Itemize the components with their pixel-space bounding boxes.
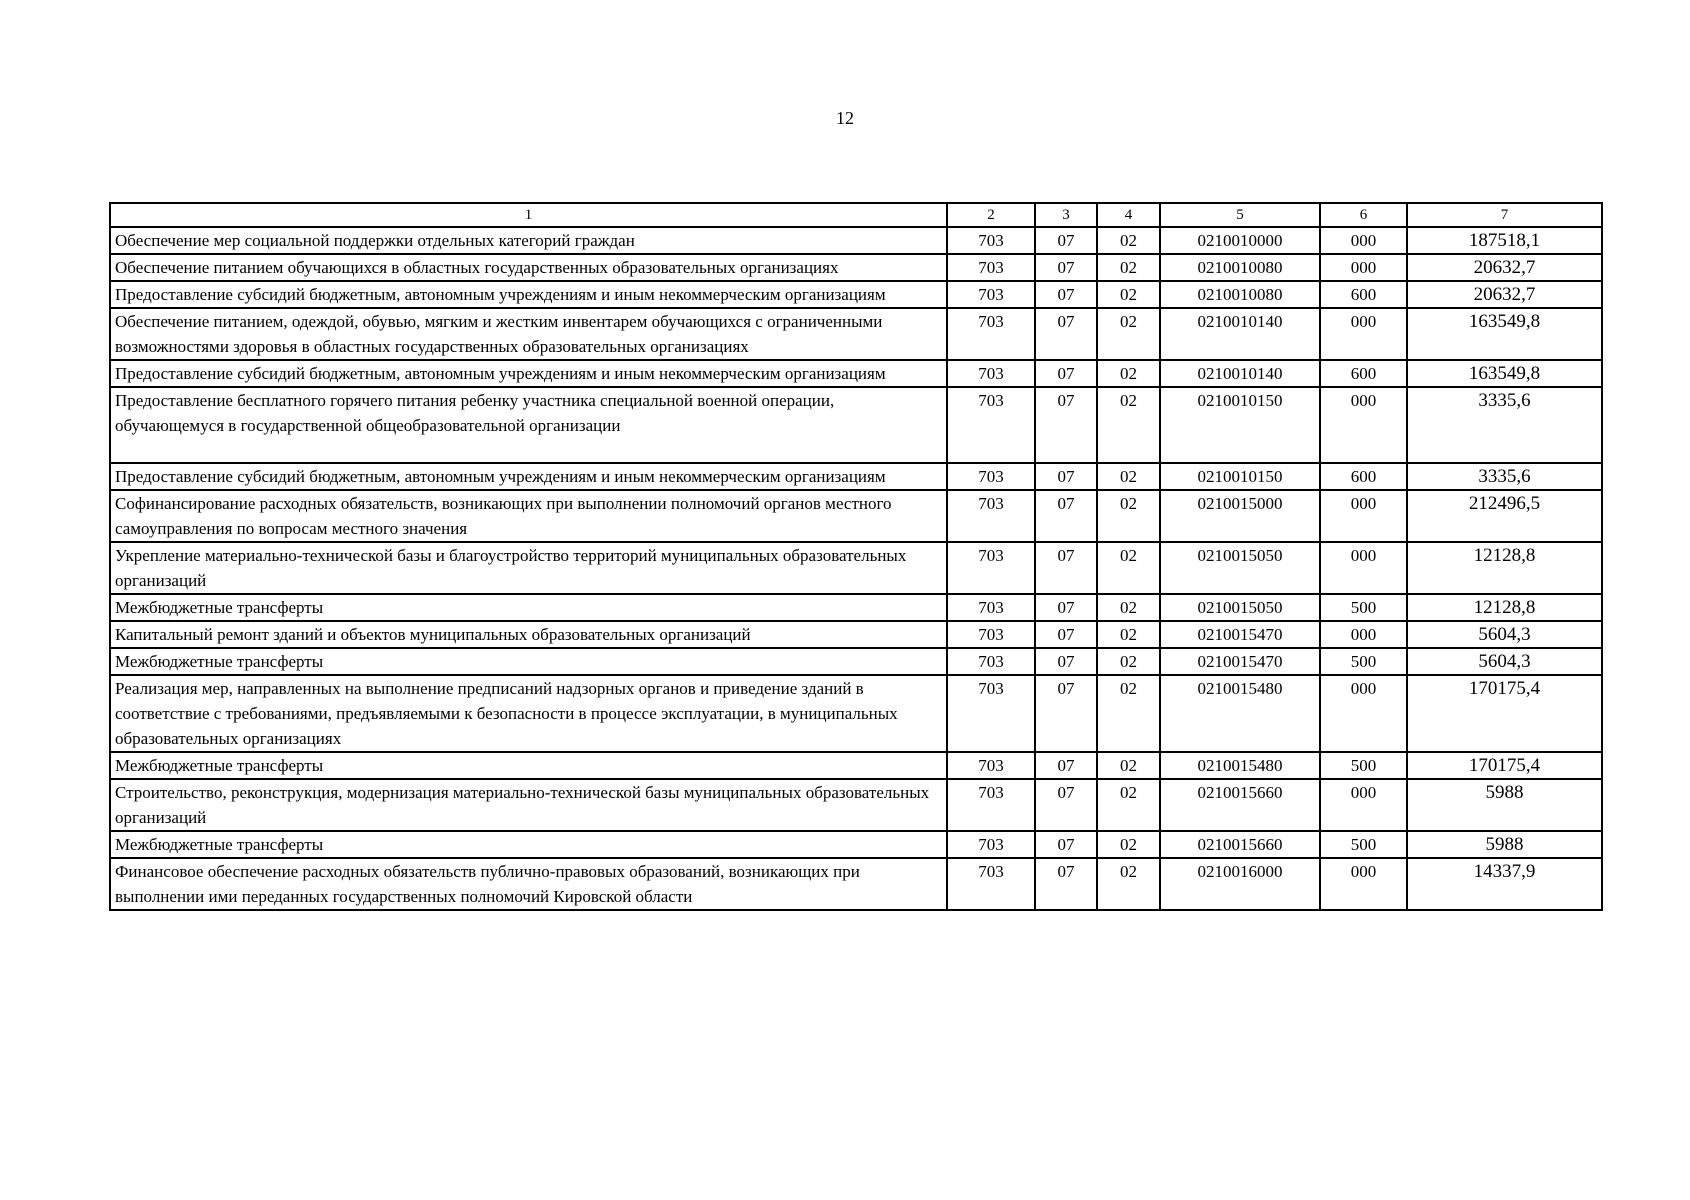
- cell-target-article: 0210010140: [1160, 360, 1320, 387]
- cell-target-article: 0210015470: [1160, 648, 1320, 675]
- cell-subsection: 02: [1097, 779, 1160, 831]
- cell-subsection: 02: [1097, 621, 1160, 648]
- cell-ministry-code: 703: [947, 281, 1035, 308]
- row-description: Предоставление бесплатного горячего питания ребенку участника специальной военной операции, обучающемуся в государственной общеобразовательной организации: [110, 387, 947, 463]
- cell-target-article: 0210010140: [1160, 308, 1320, 360]
- cell-subsection: 02: [1097, 490, 1160, 542]
- cell-subsection: 02: [1097, 594, 1160, 621]
- table-row: [110, 490, 1602, 542]
- cell-amount: 20632,7: [1407, 281, 1602, 308]
- cell-ministry-code: 703: [947, 490, 1035, 542]
- cell-ministry-code: 703: [947, 648, 1035, 675]
- cell-ministry-code: 703: [947, 463, 1035, 490]
- cell-subsection: 02: [1097, 675, 1160, 752]
- cell-ministry-code: 703: [947, 858, 1035, 910]
- cell-expense-type: 500: [1320, 752, 1407, 779]
- table-row: [110, 463, 1602, 490]
- table-row: [110, 254, 1602, 281]
- row-description: Межбюджетные трансферты: [110, 594, 947, 621]
- cell-ministry-code: 703: [947, 227, 1035, 254]
- table-row: [110, 594, 1602, 621]
- row-description: Межбюджетные трансферты: [110, 648, 947, 675]
- cell-target-article: 0210010150: [1160, 463, 1320, 490]
- cell-section: 07: [1035, 858, 1097, 910]
- header-row: [110, 203, 1602, 227]
- cell-amount: 5604,3: [1407, 648, 1602, 675]
- cell-amount: 5988: [1407, 831, 1602, 858]
- table-row: [110, 779, 1602, 831]
- cell-ministry-code: 703: [947, 360, 1035, 387]
- cell-target-article: 0210015470: [1160, 621, 1320, 648]
- cell-section: 07: [1035, 831, 1097, 858]
- cell-ministry-code: 703: [947, 752, 1035, 779]
- table-row: [110, 360, 1602, 387]
- cell-subsection: 02: [1097, 387, 1160, 463]
- cell-section: 07: [1035, 254, 1097, 281]
- table-row: [110, 831, 1602, 858]
- cell-section: 07: [1035, 594, 1097, 621]
- cell-ministry-code: 703: [947, 831, 1035, 858]
- row-description: Предоставление субсидий бюджетным, автономным учреждениям и иным некоммерческим организациям: [110, 360, 947, 387]
- budget-table: [109, 202, 1603, 911]
- cell-section: 07: [1035, 227, 1097, 254]
- row-description: Обеспечение питанием обучающихся в областных государственных образовательных организациях: [110, 254, 947, 281]
- table-row: [110, 281, 1602, 308]
- row-description: Предоставление субсидий бюджетным, автономным учреждениям и иным некоммерческим организациям: [110, 281, 947, 308]
- cell-target-article: 0210010080: [1160, 281, 1320, 308]
- cell-ministry-code: 703: [947, 308, 1035, 360]
- table-row: [110, 648, 1602, 675]
- column-header: 5: [1160, 203, 1320, 227]
- cell-section: 07: [1035, 779, 1097, 831]
- cell-section: 07: [1035, 752, 1097, 779]
- cell-subsection: 02: [1097, 308, 1160, 360]
- cell-ministry-code: 703: [947, 779, 1035, 831]
- cell-expense-type: 000: [1320, 254, 1407, 281]
- cell-ministry-code: 703: [947, 254, 1035, 281]
- row-description: Финансовое обеспечение расходных обязательств публично-правовых образований, возникающих при выполнении ими переданных государственных полномочий Кировской области: [110, 858, 947, 910]
- cell-section: 07: [1035, 490, 1097, 542]
- cell-subsection: 02: [1097, 463, 1160, 490]
- cell-amount: 5604,3: [1407, 621, 1602, 648]
- cell-target-article: 0210015480: [1160, 752, 1320, 779]
- cell-expense-type: 000: [1320, 621, 1407, 648]
- cell-amount: 212496,5: [1407, 490, 1602, 542]
- cell-amount: 170175,4: [1407, 675, 1602, 752]
- cell-expense-type: 500: [1320, 648, 1407, 675]
- column-header: 6: [1320, 203, 1407, 227]
- cell-subsection: 02: [1097, 542, 1160, 594]
- cell-section: 07: [1035, 463, 1097, 490]
- cell-expense-type: 000: [1320, 490, 1407, 542]
- cell-target-article: 0210010150: [1160, 387, 1320, 463]
- cell-amount: 163549,8: [1407, 360, 1602, 387]
- cell-amount: 163549,8: [1407, 308, 1602, 360]
- cell-expense-type: 600: [1320, 281, 1407, 308]
- row-description: Капитальный ремонт зданий и объектов муниципальных образовательных организаций: [110, 621, 947, 648]
- cell-target-article: 0210015000: [1160, 490, 1320, 542]
- cell-expense-type: 000: [1320, 675, 1407, 752]
- cell-section: 07: [1035, 542, 1097, 594]
- cell-section: 07: [1035, 281, 1097, 308]
- cell-target-article: 0210015050: [1160, 542, 1320, 594]
- table-row: [110, 621, 1602, 648]
- cell-amount: 20632,7: [1407, 254, 1602, 281]
- cell-ministry-code: 703: [947, 594, 1035, 621]
- row-description: Обеспечение мер социальной поддержки отдельных категорий граждан: [110, 227, 947, 254]
- cell-subsection: 02: [1097, 227, 1160, 254]
- cell-amount: 187518,1: [1407, 227, 1602, 254]
- cell-amount: 14337,9: [1407, 858, 1602, 910]
- cell-expense-type: 000: [1320, 779, 1407, 831]
- cell-target-article: 0210016000: [1160, 858, 1320, 910]
- cell-amount: 170175,4: [1407, 752, 1602, 779]
- cell-target-article: 0210015480: [1160, 675, 1320, 752]
- cell-subsection: 02: [1097, 752, 1160, 779]
- cell-amount: 12128,8: [1407, 542, 1602, 594]
- page-number: 12: [836, 108, 854, 128]
- cell-amount: 3335,6: [1407, 463, 1602, 490]
- cell-subsection: 02: [1097, 648, 1160, 675]
- cell-section: 07: [1035, 648, 1097, 675]
- cell-ministry-code: 703: [947, 621, 1035, 648]
- row-description: Межбюджетные трансферты: [110, 831, 947, 858]
- cell-amount: 3335,6: [1407, 387, 1602, 463]
- table-row: [110, 387, 1602, 463]
- cell-subsection: 02: [1097, 281, 1160, 308]
- cell-ministry-code: 703: [947, 675, 1035, 752]
- row-description: Строительство, реконструкция, модернизация материально-технической базы муниципальных образовательных организаций: [110, 779, 947, 831]
- row-description: Предоставление субсидий бюджетным, автономным учреждениям и иным некоммерческим организациям: [110, 463, 947, 490]
- cell-subsection: 02: [1097, 858, 1160, 910]
- table-row: [110, 752, 1602, 779]
- table-row: [110, 675, 1602, 752]
- cell-subsection: 02: [1097, 360, 1160, 387]
- cell-expense-type: 000: [1320, 858, 1407, 910]
- row-description: Укрепление материально-технической базы и благоустройство территорий муниципальных образовательных организаций: [110, 542, 947, 594]
- cell-expense-type: 600: [1320, 463, 1407, 490]
- row-description: Софинансирование расходных обязательств, возникающих при выполнении полномочий органов местного самоуправления по вопросам местного значения: [110, 490, 947, 542]
- cell-ministry-code: 703: [947, 387, 1035, 463]
- table-row: [110, 858, 1602, 910]
- cell-amount: 12128,8: [1407, 594, 1602, 621]
- cell-expense-type: 500: [1320, 831, 1407, 858]
- column-header: 2: [947, 203, 1035, 227]
- cell-subsection: 02: [1097, 831, 1160, 858]
- column-header: 4: [1097, 203, 1160, 227]
- table-row: [110, 227, 1602, 254]
- cell-ministry-code: 703: [947, 542, 1035, 594]
- cell-expense-type: 000: [1320, 387, 1407, 463]
- cell-expense-type: 000: [1320, 308, 1407, 360]
- cell-amount: 5988: [1407, 779, 1602, 831]
- cell-section: 07: [1035, 387, 1097, 463]
- cell-expense-type: 500: [1320, 594, 1407, 621]
- cell-target-article: 0210015660: [1160, 779, 1320, 831]
- cell-expense-type: 600: [1320, 360, 1407, 387]
- row-description: Реализация мер, направленных на выполнение предписаний надзорных органов и приведение зданий в соответствие с требованиями, предъявляемыми к безопасности в процессе эксплуатации, в муниципальных образовательных организациях: [110, 675, 947, 752]
- column-header: 3: [1035, 203, 1097, 227]
- cell-target-article: 0210010000: [1160, 227, 1320, 254]
- cell-section: 07: [1035, 360, 1097, 387]
- cell-section: 07: [1035, 675, 1097, 752]
- row-description: Обеспечение питанием, одеждой, обувью, мягким и жестким инвентарем обучающихся с ограниченными возможностями здоровья в областных государственных образовательных организациях: [110, 308, 947, 360]
- row-description: Межбюджетные трансферты: [110, 752, 947, 779]
- cell-subsection: 02: [1097, 254, 1160, 281]
- cell-target-article: 0210010080: [1160, 254, 1320, 281]
- cell-target-article: 0210015660: [1160, 831, 1320, 858]
- cell-section: 07: [1035, 621, 1097, 648]
- cell-expense-type: 000: [1320, 542, 1407, 594]
- cell-target-article: 0210015050: [1160, 594, 1320, 621]
- cell-expense-type: 000: [1320, 227, 1407, 254]
- table-row: [110, 308, 1602, 360]
- table-row: [110, 542, 1602, 594]
- column-header: 1: [110, 203, 947, 227]
- cell-section: 07: [1035, 308, 1097, 360]
- column-header: 7: [1407, 203, 1602, 227]
